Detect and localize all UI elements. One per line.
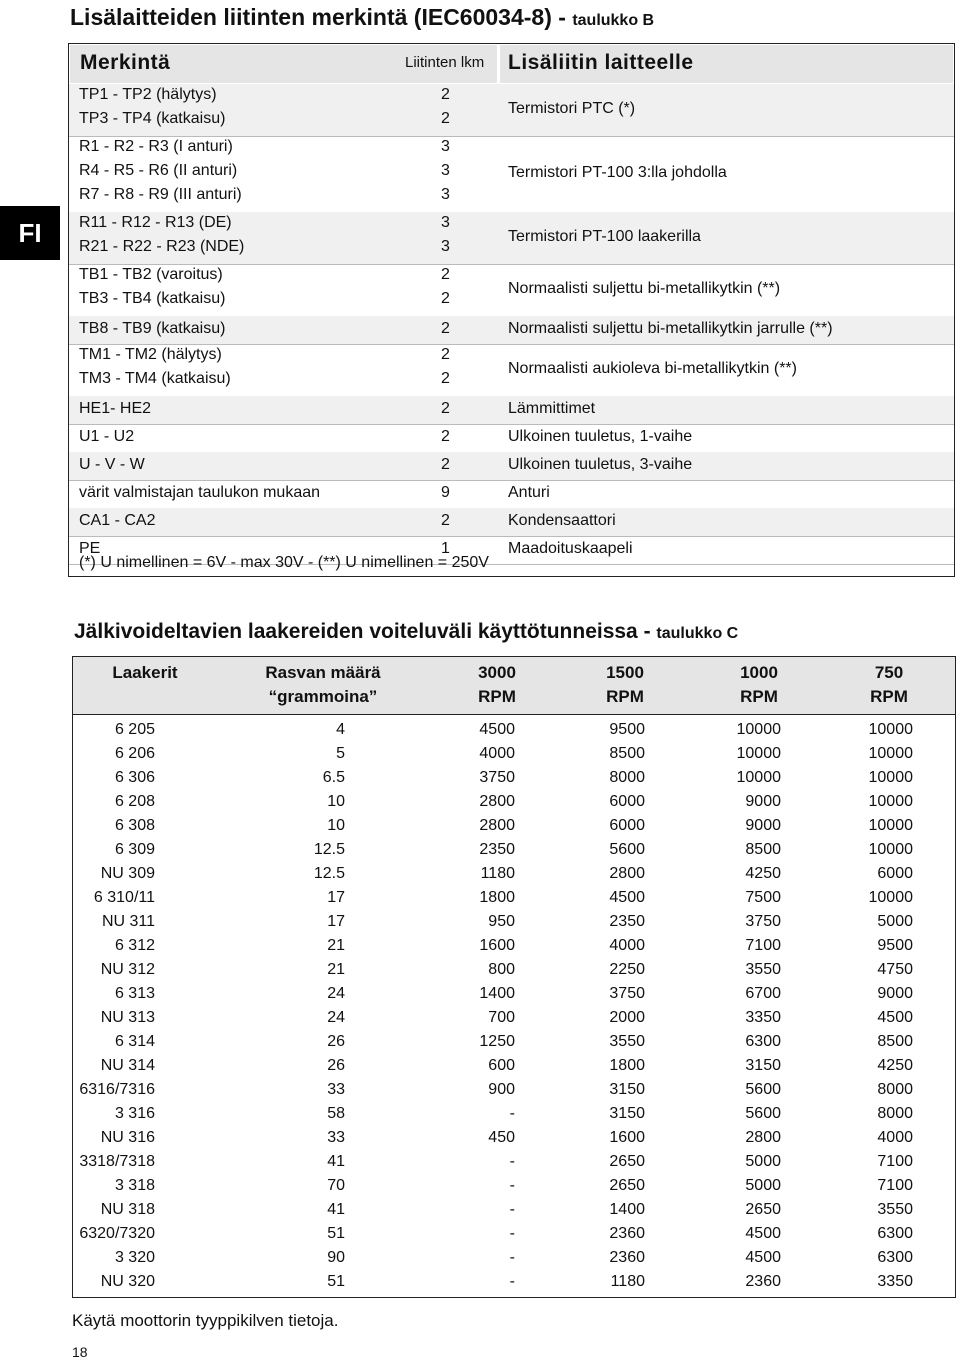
terminal-marking: U - V - W — [79, 456, 145, 473]
bearing-cell: 6 308 — [114, 817, 155, 834]
interval-cell: 5600 — [745, 1105, 781, 1122]
interval-cell: 2650 — [609, 1153, 645, 1170]
grease-amount-cell: 51 — [327, 1225, 345, 1242]
terminal-marking: TP1 - TP2 (hälytys) — [79, 86, 217, 103]
bearing-cell: NU 309 — [100, 865, 155, 882]
terminal-marking: värit valmistajan taulukon mukaan — [79, 484, 321, 501]
table-c-header-row — [73, 657, 955, 715]
bearing-cell: 6 206 — [114, 745, 155, 762]
interval-cell: 10000 — [736, 745, 781, 762]
bearing-cell: 6 306 — [114, 769, 155, 786]
interval-cell: 8500 — [745, 841, 781, 858]
interval-cell: - — [509, 1225, 515, 1242]
interval-cell: 6300 — [745, 1033, 781, 1050]
interval-cell: 6300 — [877, 1225, 913, 1242]
interval-cell: 6000 — [609, 793, 645, 810]
interval-cell: - — [509, 1105, 515, 1122]
interval-cell: 3550 — [877, 1201, 913, 1218]
grease-amount-cell: 6.5 — [322, 769, 345, 786]
terminal-count: 3 — [441, 214, 450, 231]
column-header-line: RPM — [870, 687, 908, 706]
interval-cell: 10000 — [736, 721, 781, 738]
interval-cell: 10000 — [868, 745, 913, 762]
interval-cell: 3350 — [877, 1273, 913, 1290]
interval-cell: 2250 — [609, 961, 645, 978]
table-b-group — [69, 212, 954, 264]
interval-cell: 5600 — [609, 841, 645, 858]
bearing-cell: 6 310/11 — [93, 889, 155, 906]
grease-amount-cell: 70 — [327, 1177, 345, 1194]
device-description: Termistori PTC (*) — [508, 100, 636, 117]
interval-cell: 2000 — [609, 1009, 645, 1026]
terminal-marking: R4 - R5 - R6 (II anturi) — [79, 162, 238, 179]
device-description: Maadoituskaapeli — [508, 540, 633, 557]
terminal-count: 2 — [441, 320, 450, 337]
interval-cell: 1800 — [479, 889, 515, 906]
interval-cell: 1180 — [610, 1273, 645, 1290]
interval-cell: 8000 — [609, 769, 645, 786]
table-b-group — [69, 396, 954, 424]
table-b-group — [69, 84, 954, 136]
column-header-line: 750 — [874, 663, 904, 682]
terminal-marking: R1 - R2 - R3 (I anturi) — [79, 138, 233, 155]
interval-cell: 1400 — [479, 985, 515, 1002]
table-b — [68, 43, 955, 577]
interval-cell: 10000 — [868, 721, 913, 738]
interval-cell: 450 — [488, 1129, 515, 1146]
interval-cell: 10000 — [868, 817, 913, 834]
terminal-count: 3 — [441, 238, 450, 255]
bearing-cell: NU 313 — [100, 1009, 155, 1026]
device-description: Lämmittimet — [508, 400, 596, 417]
interval-cell: 1800 — [609, 1057, 645, 1074]
column-header-line: “grammoina” — [268, 687, 378, 706]
table-c-column-header — [834, 661, 944, 709]
terminal-marking: TP3 - TP4 (katkaisu) — [79, 110, 226, 127]
device-description: Ulkoinen tuuletus, 1-vaihe — [508, 428, 693, 445]
column-header-line: Rasvan määrä — [265, 663, 381, 682]
grease-amount-cell: 33 — [327, 1081, 345, 1098]
interval-cell: 7100 — [877, 1153, 913, 1170]
device-description: Normaalisti aukioleva bi-metallikytkin (**) — [508, 360, 797, 377]
interval-cell: 9500 — [609, 721, 645, 738]
grease-amount-cell: 12.5 — [313, 841, 345, 858]
interval-cell: - — [509, 1201, 515, 1218]
grease-amount-cell: 17 — [327, 913, 345, 930]
interval-cell: 3150 — [609, 1105, 645, 1122]
terminal-marking: R11 - R12 - R13 (DE) — [79, 214, 232, 231]
table-c-column-header — [80, 661, 210, 685]
interval-cell: 4500 — [609, 889, 645, 906]
table-b-group — [69, 344, 954, 396]
interval-cell: 2800 — [479, 817, 515, 834]
grease-amount-cell: 4 — [336, 721, 345, 738]
table-c-column-header — [570, 661, 680, 709]
interval-cell: 4500 — [877, 1009, 913, 1026]
interval-cell: 7100 — [745, 937, 781, 954]
table-b-group — [69, 480, 954, 508]
interval-cell: 10000 — [868, 841, 913, 858]
language-tab: FI — [0, 206, 60, 260]
bearing-cell: 6 314 — [114, 1033, 155, 1050]
column-header-line: Laakerit — [112, 663, 178, 682]
column-header-line: RPM — [478, 687, 516, 706]
terminal-count: 2 — [441, 266, 450, 283]
interval-cell: 8500 — [877, 1033, 913, 1050]
interval-cell: 8000 — [877, 1081, 913, 1098]
interval-cell: 800 — [488, 961, 515, 978]
grease-amount-cell: 58 — [327, 1105, 345, 1122]
table-c-column-header — [442, 661, 552, 709]
terminal-count: 3 — [441, 186, 450, 203]
device-description: Kondensaattori — [508, 512, 616, 529]
terminal-count: 2 — [441, 110, 450, 127]
terminal-count: 9 — [441, 484, 450, 501]
table-b-group — [69, 316, 954, 344]
bearing-cell: 6 313 — [114, 985, 155, 1002]
terminal-marking: R7 - R8 - R9 (III anturi) — [79, 186, 242, 203]
table-b-group — [69, 508, 954, 536]
bearing-cell: NU 311 — [101, 913, 155, 930]
interval-cell: 3750 — [745, 913, 781, 930]
table-c-title — [74, 620, 738, 644]
table-b-title-text: Lisälaitteiden liitinten merkintä (IEC60034-8) - — [70, 4, 566, 30]
interval-cell: 6700 — [745, 985, 781, 1002]
terminal-count: 3 — [441, 162, 450, 179]
interval-cell: 2360 — [609, 1249, 645, 1266]
table-c-title-text: Jälkivoideltavien laakereiden voiteluväli käyttötunneissa - — [74, 620, 651, 643]
grease-amount-cell: 10 — [327, 793, 345, 810]
interval-cell: 4500 — [745, 1225, 781, 1242]
header-liitinten-lkm: Liitinten lkm — [405, 54, 485, 71]
interval-cell: 10000 — [868, 889, 913, 906]
terminal-marking: PE — [79, 540, 101, 557]
interval-cell: - — [509, 1249, 515, 1266]
terminal-marking: TM1 - TM2 (hälytys) — [79, 346, 222, 363]
terminal-marking: U1 - U2 — [79, 428, 135, 445]
footer-note: Käytä moottorin tyyppikilven tietoja. — [72, 1311, 339, 1330]
grease-amount-cell: 21 — [327, 961, 345, 978]
interval-cell: 10000 — [736, 769, 781, 786]
table-b-title — [70, 4, 654, 31]
interval-cell: 2360 — [609, 1225, 645, 1242]
device-description: Anturi — [508, 484, 550, 501]
grease-amount-cell: 10 — [327, 817, 345, 834]
interval-cell: 2650 — [609, 1177, 645, 1194]
interval-cell: 3550 — [745, 961, 781, 978]
table-b-footnote: (*) U nimellinen = 6V - max 30V - (**) U nimellinen = 250V — [79, 554, 489, 571]
interval-cell: 4500 — [479, 721, 515, 738]
bearing-cell: 6 205 — [114, 721, 155, 738]
bearing-cell: 3 316 — [114, 1105, 155, 1122]
interval-cell: 6000 — [877, 865, 913, 882]
header-lisaliitin: Lisäliitin laitteelle — [508, 51, 694, 74]
header-merkinta: Merkintä — [80, 51, 171, 74]
terminal-marking: TB8 - TB9 (katkaisu) — [79, 320, 226, 337]
terminal-marking: HE1- HE2 — [79, 400, 152, 417]
bearing-cell: NU 320 — [100, 1273, 155, 1290]
table-c-column-header — [238, 661, 408, 709]
interval-cell: 8000 — [877, 1105, 913, 1122]
interval-cell: 10000 — [868, 769, 913, 786]
bearing-cell: NU 312 — [100, 961, 155, 978]
device-description: Normaalisti suljettu bi-metallikytkin jarrulle (**) — [508, 320, 833, 337]
terminal-count: 2 — [441, 512, 450, 529]
bearing-cell: 6316/7316 — [79, 1081, 155, 1098]
grease-amount-cell: 26 — [327, 1033, 345, 1050]
grease-amount-cell: 33 — [327, 1129, 345, 1146]
terminal-count: 2 — [441, 400, 450, 417]
interval-cell: 5000 — [745, 1177, 781, 1194]
interval-cell: 8500 — [609, 745, 645, 762]
interval-cell: 9000 — [745, 793, 781, 810]
table-b-group — [69, 136, 954, 212]
grease-amount-cell: 24 — [327, 1009, 345, 1026]
interval-cell: 2350 — [609, 913, 645, 930]
bearing-cell: NU 316 — [100, 1129, 155, 1146]
interval-cell: 9000 — [877, 985, 913, 1002]
interval-cell: - — [509, 1177, 515, 1194]
device-description: Termistori PT-100 laakerilla — [508, 228, 701, 245]
bearing-cell: 3 320 — [114, 1249, 155, 1266]
interval-cell: 4250 — [877, 1057, 913, 1074]
table-b-group — [69, 264, 954, 316]
device-description: Ulkoinen tuuletus, 3-vaihe — [508, 456, 693, 473]
interval-cell: 1250 — [479, 1033, 515, 1050]
grease-amount-cell: 41 — [327, 1153, 345, 1170]
interval-cell: 4750 — [877, 961, 913, 978]
interval-cell: 7100 — [877, 1177, 913, 1194]
bearing-cell: 6 312 — [114, 937, 155, 954]
interval-cell: - — [509, 1273, 515, 1290]
interval-cell: 9000 — [745, 817, 781, 834]
page-number: 18 — [72, 1344, 88, 1360]
bearing-cell: NU 314 — [100, 1057, 155, 1074]
terminal-marking: TM3 - TM4 (katkaisu) — [79, 370, 231, 387]
interval-cell: 1600 — [609, 1129, 645, 1146]
grease-amount-cell: 5 — [336, 745, 345, 762]
interval-cell: 1180 — [480, 865, 515, 882]
interval-cell: 10000 — [868, 793, 913, 810]
bearing-cell: 6 309 — [114, 841, 155, 858]
table-b-group — [69, 452, 954, 480]
interval-cell: 3550 — [609, 1033, 645, 1050]
interval-cell: 900 — [488, 1081, 515, 1098]
column-header-line: 3000 — [478, 663, 516, 682]
interval-cell: 4000 — [609, 937, 645, 954]
bearing-cell: 3 318 — [114, 1177, 155, 1194]
grease-amount-cell: 51 — [327, 1273, 345, 1290]
interval-cell: 5000 — [745, 1153, 781, 1170]
terminal-count: 2 — [441, 428, 450, 445]
interval-cell: 2800 — [609, 865, 645, 882]
grease-amount-cell: 12.5 — [313, 865, 345, 882]
interval-cell: 2800 — [745, 1129, 781, 1146]
interval-cell: 4000 — [877, 1129, 913, 1146]
column-header-line: RPM — [606, 687, 644, 706]
table-b-subtitle: taulukko B — [572, 12, 655, 29]
interval-cell: 600 — [488, 1057, 515, 1074]
interval-cell: 2650 — [745, 1201, 781, 1218]
bearing-cell: NU 318 — [100, 1201, 155, 1218]
interval-cell: 6000 — [609, 817, 645, 834]
interval-cell: 5600 — [745, 1081, 781, 1098]
interval-cell: 7500 — [745, 889, 781, 906]
interval-cell: 700 — [488, 1009, 515, 1026]
interval-cell: 9500 — [877, 937, 913, 954]
column-header-line: 1000 — [740, 663, 778, 682]
interval-cell: 4500 — [745, 1249, 781, 1266]
interval-cell: 2360 — [745, 1273, 781, 1290]
terminal-count: 2 — [441, 456, 450, 473]
terminal-marking: TB1 - TB2 (varoitus) — [79, 266, 223, 283]
grease-amount-cell: 24 — [327, 985, 345, 1002]
interval-cell: 3350 — [745, 1009, 781, 1026]
device-description: Termistori PT-100 3:lla johdolla — [508, 164, 727, 181]
interval-cell: 3750 — [609, 985, 645, 1002]
grease-amount-cell: 17 — [327, 889, 345, 906]
table-b-group — [69, 424, 954, 452]
terminal-count: 1 — [441, 540, 450, 557]
interval-cell: 2350 — [479, 841, 515, 858]
terminal-marking: R21 - R22 - R23 (NDE) — [79, 238, 245, 255]
interval-cell: 3150 — [745, 1057, 781, 1074]
grease-amount-cell: 90 — [327, 1249, 345, 1266]
table-c — [72, 656, 956, 1298]
device-description: Normaalisti suljettu bi-metallikytkin (**) — [508, 280, 781, 297]
bearing-cell: 3318/7318 — [79, 1153, 155, 1170]
column-header-line: RPM — [740, 687, 778, 706]
bearing-cell: 6320/7320 — [79, 1225, 155, 1242]
terminal-count: 2 — [441, 370, 450, 387]
interval-cell: - — [509, 1153, 515, 1170]
interval-cell: 3750 — [479, 769, 515, 786]
interval-cell: 2800 — [479, 793, 515, 810]
terminal-marking: CA1 - CA2 — [79, 512, 156, 529]
terminal-count: 2 — [441, 346, 450, 363]
interval-cell: 1400 — [609, 1201, 645, 1218]
interval-cell: 3150 — [609, 1081, 645, 1098]
terminal-count: 2 — [441, 86, 450, 103]
interval-cell: 950 — [488, 913, 515, 930]
table-c-column-header — [704, 661, 814, 709]
interval-cell: 5000 — [877, 913, 913, 930]
terminal-count: 2 — [441, 290, 450, 307]
terminal-marking: TB3 - TB4 (katkaisu) — [79, 290, 226, 307]
interval-cell: 4250 — [745, 865, 781, 882]
grease-amount-cell: 21 — [327, 937, 345, 954]
grease-amount-cell: 41 — [327, 1201, 345, 1218]
interval-cell: 4000 — [479, 745, 515, 762]
column-header-line: 1500 — [606, 663, 644, 682]
interval-cell: 1600 — [479, 937, 515, 954]
terminal-count: 3 — [441, 138, 450, 155]
grease-amount-cell: 26 — [327, 1057, 345, 1074]
bearing-cell: 6 208 — [114, 793, 155, 810]
interval-cell: 6300 — [877, 1249, 913, 1266]
table-c-subtitle: taulukko C — [656, 625, 739, 642]
